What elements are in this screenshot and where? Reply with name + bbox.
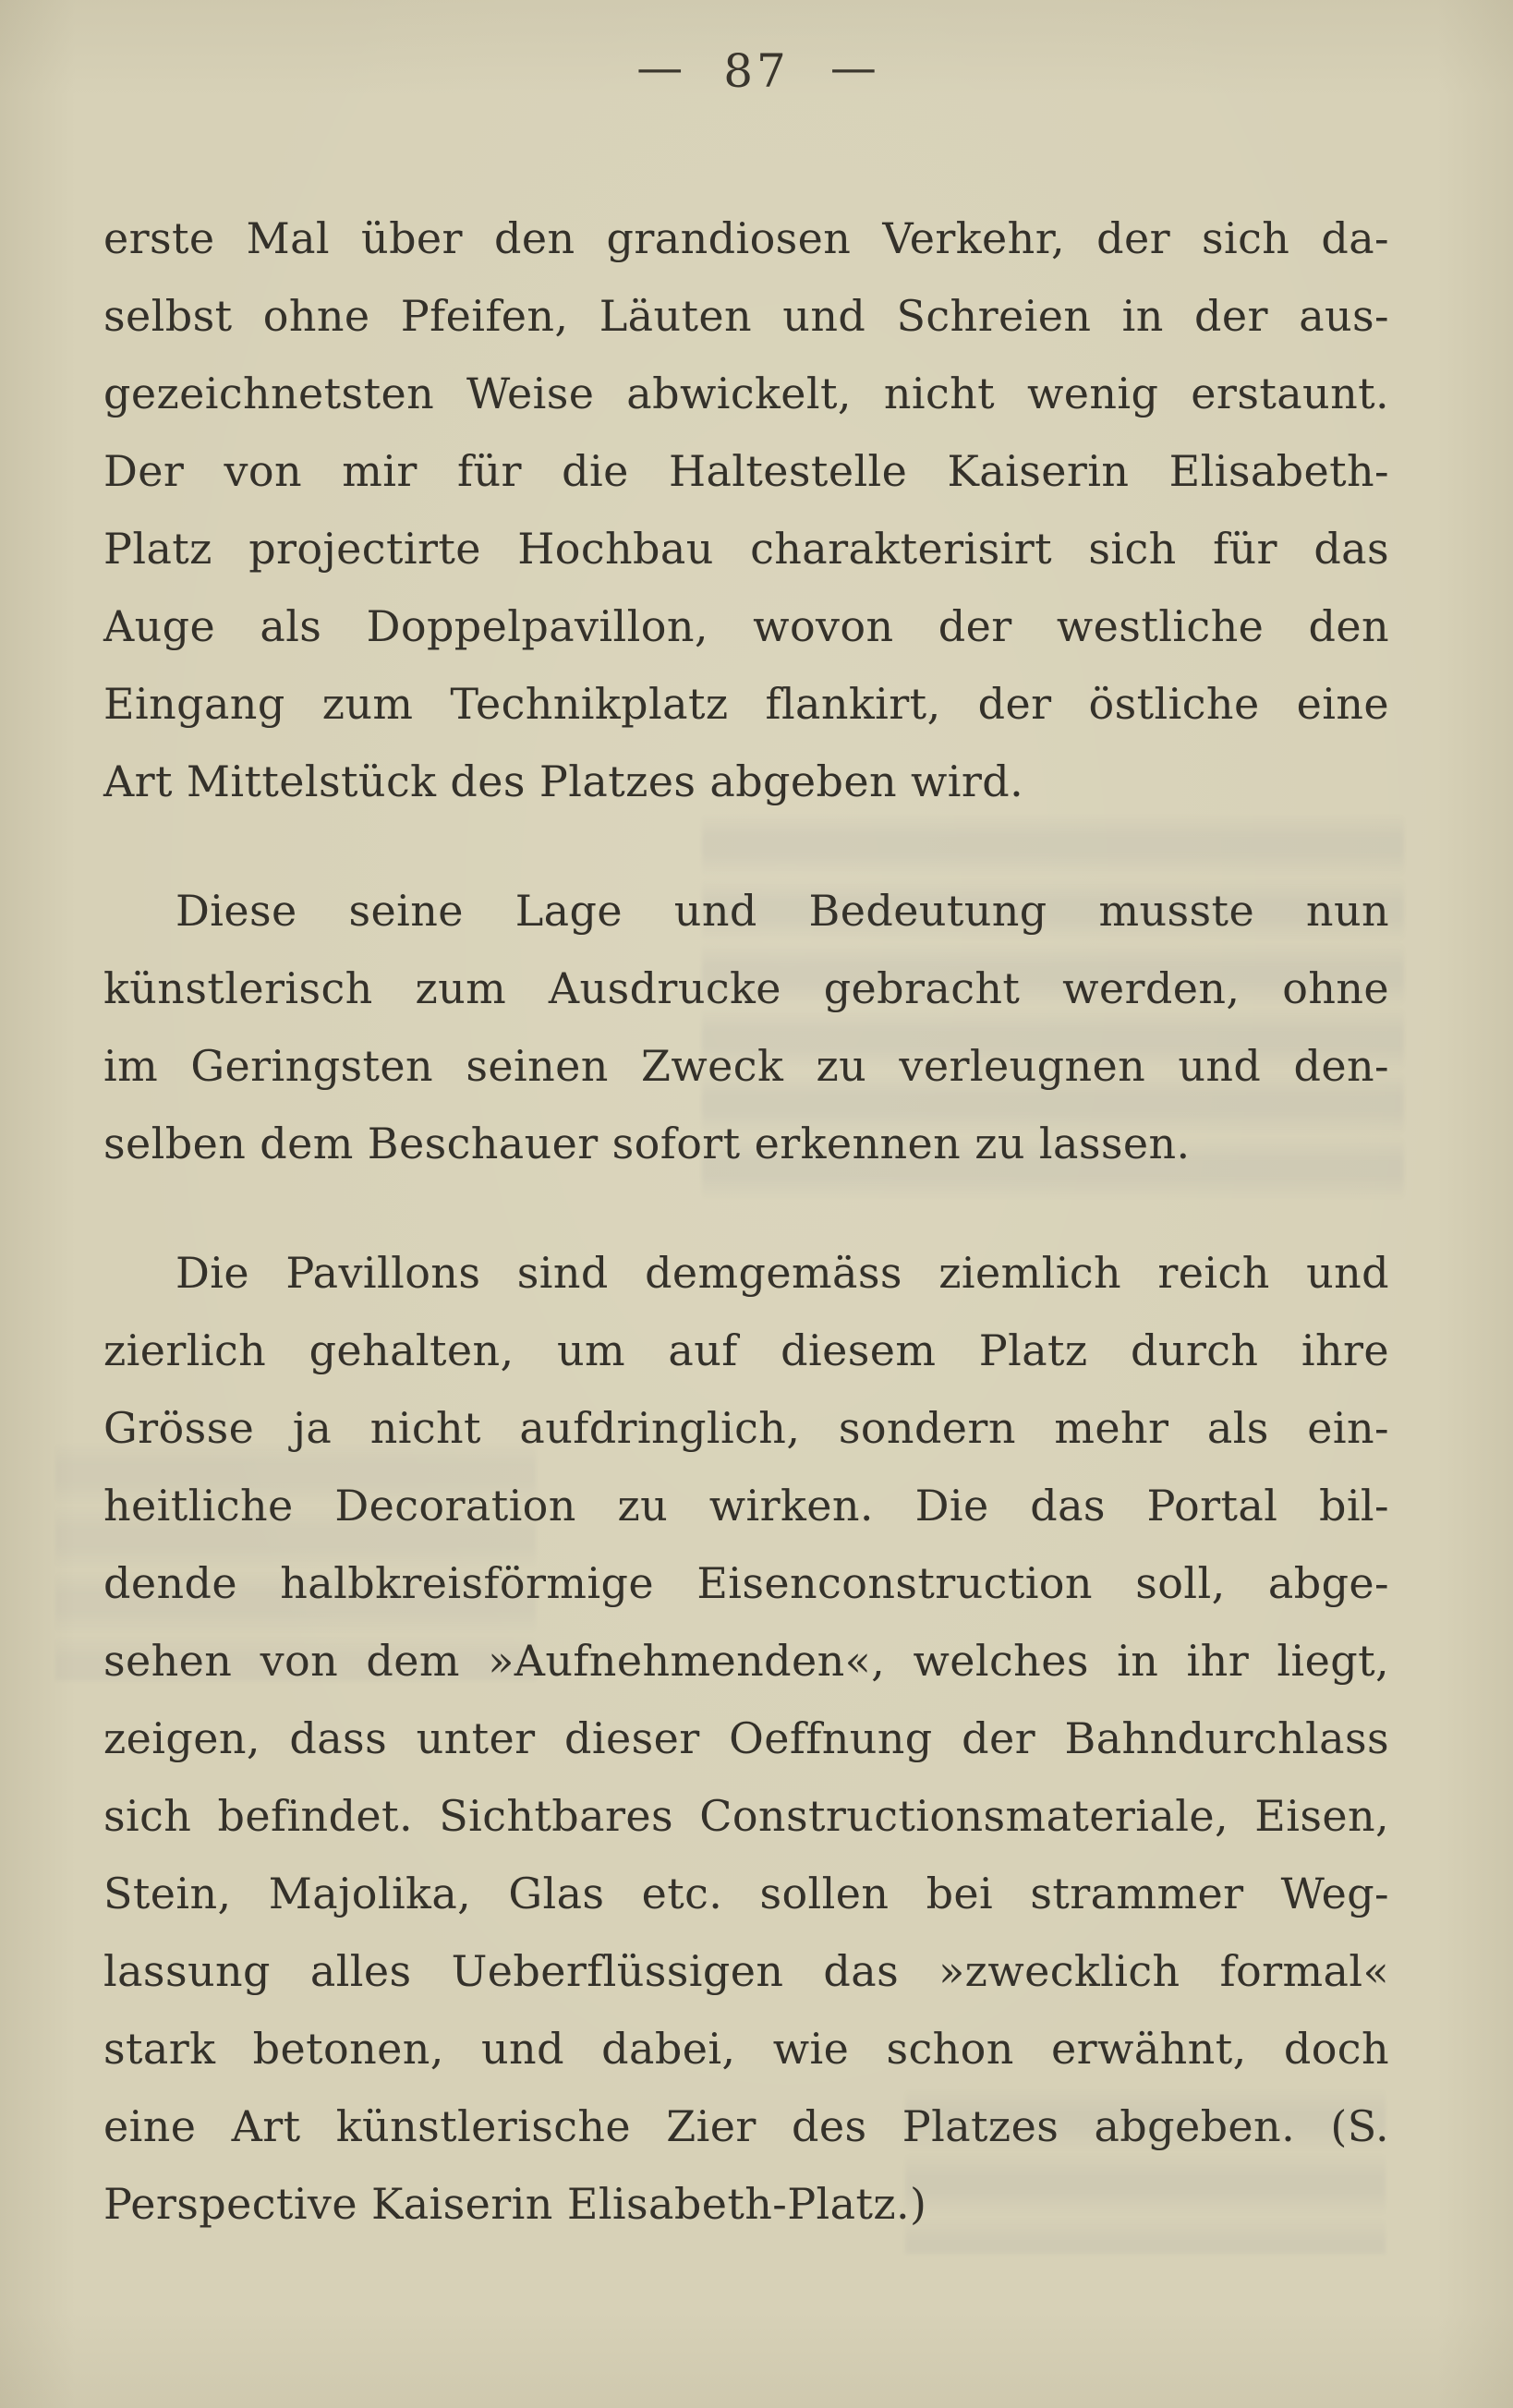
text-line: künstlerisch zum Ausdrucke gebracht werden, ohne bbox=[103, 963, 1389, 1013]
text-line: zierlich gehalten, um auf diesem Platz durch ihre bbox=[103, 1325, 1389, 1375]
paragraph bbox=[103, 872, 1389, 1182]
text-line: Eingang zum Technikplatz flankirt, der östliche eine bbox=[103, 679, 1389, 729]
text-line: stark betonen, und dabei, wie schon erwähnt, doch bbox=[103, 2024, 1389, 2074]
text-line: lassung alles Ueberflüssigen das »zwecklich formal« bbox=[103, 1946, 1389, 1996]
text-line: Diese seine Lage und Bedeutung musste nun bbox=[176, 886, 1389, 936]
text-line: Perspective Kaiserin Elisabeth-Platz.) bbox=[103, 2179, 927, 2229]
paragraph bbox=[103, 200, 1389, 820]
text-line: eine Art künstlerische Zier des Platzes abgeben. (S. bbox=[103, 2101, 1389, 2151]
paragraph bbox=[103, 1234, 1389, 2243]
text-line: erste Mal über den grandiosen Verkehr, der sich da- bbox=[103, 213, 1389, 263]
text-line: dende halbkreisförmige Eisenconstruction soll, abge- bbox=[103, 1558, 1389, 1608]
text-line: gezeichnetsten Weise abwickelt, nicht wenig erstaunt. bbox=[103, 369, 1389, 418]
text-line: Auge als Doppelpavillon, wovon der westliche den bbox=[103, 601, 1389, 651]
text-line: Die Pavillons sind demgemäss ziemlich reich und bbox=[176, 1248, 1389, 1298]
text-line: sich befindet. Sichtbares Constructionsmateriale, Eisen, bbox=[103, 1791, 1389, 1841]
text-line: selbst ohne Pfeifen, Läuten und Schreien in der aus- bbox=[103, 291, 1389, 341]
text-line: zeigen, dass unter dieser Oeffnung der Bahndurchlass bbox=[103, 1713, 1389, 1763]
text-line: selben dem Beschauer sofort erkennen zu lassen. bbox=[103, 1119, 1191, 1168]
text-line: Platz projectirte Hochbau charakterisirt sich für das bbox=[103, 524, 1389, 574]
text-block bbox=[103, 200, 1389, 2243]
page-number: 87 bbox=[723, 44, 790, 98]
text-line: Grösse ja nicht aufdringlich, sondern mehr als ein- bbox=[103, 1403, 1389, 1453]
text-line: Der von mir für die Haltestelle Kaiserin Elisabeth- bbox=[103, 446, 1389, 496]
text-line: Stein, Majolika, Glas etc. sollen bei strammer Weg- bbox=[103, 1869, 1389, 1918]
text-line: im Geringsten seinen Zweck zu verleugnen und den- bbox=[103, 1041, 1389, 1091]
page-number-dash-right: — bbox=[829, 41, 877, 94]
text-line: heitliche Decoration zu wirken. Die das Portal bil- bbox=[103, 1481, 1389, 1531]
page-header bbox=[0, 41, 1513, 98]
page-number-dash-left: — bbox=[636, 41, 684, 94]
text-line: Art Mittelstück des Platzes abgeben wird. bbox=[103, 756, 1024, 806]
text-line: sehen von dem »Aufnehmenden«, welches in ihr liegt, bbox=[103, 1636, 1389, 1686]
